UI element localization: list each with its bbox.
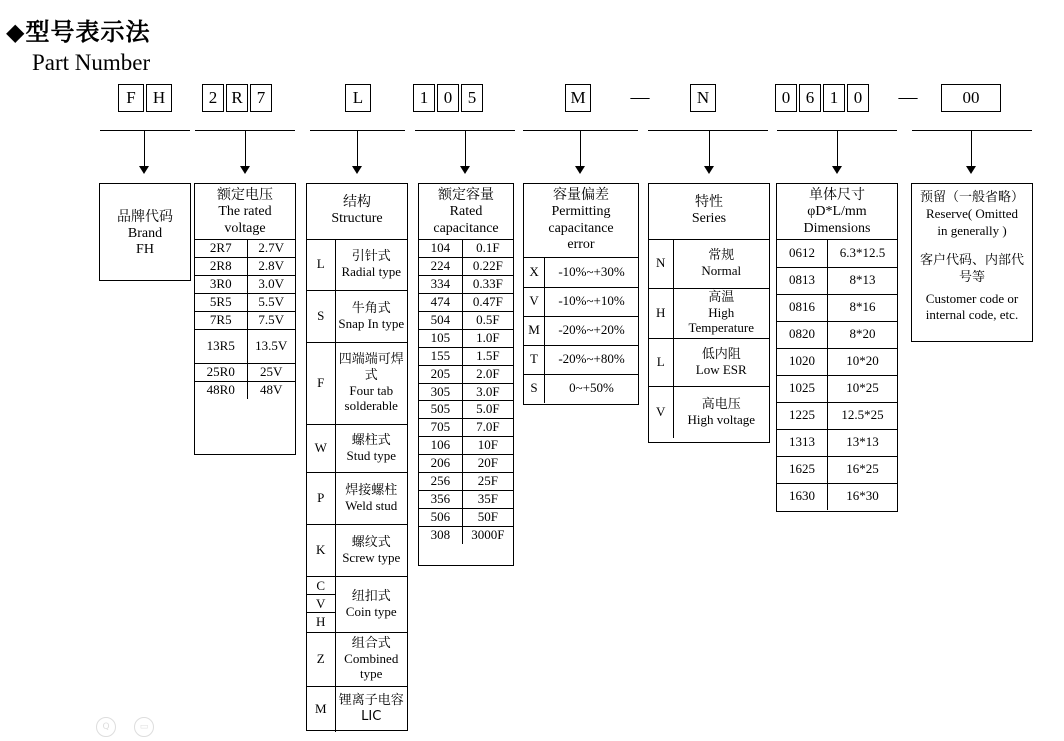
dimension-code: 1225 (777, 402, 827, 429)
structure-label-cn: 锂离子电容LIC (338, 693, 404, 725)
table-row (195, 275, 295, 293)
tolerance-code: V (524, 287, 545, 316)
structure-code: S (307, 290, 335, 342)
voltage-code: 3R0 (195, 275, 247, 293)
tolerance-code: M (524, 316, 545, 345)
capacitance-value: 50F (462, 509, 513, 527)
reserve-title-cn: 预留（一般省略） (919, 190, 1024, 205)
tolerance-code: S (524, 374, 545, 403)
block-structure (306, 183, 408, 731)
capacitance-title-en2: capacitance (433, 220, 499, 236)
capacitance-value: 0.47F (462, 293, 513, 311)
table-row (195, 363, 295, 381)
capacitance-title-en: Rated (449, 203, 483, 219)
capacitance-value: 20F (462, 455, 513, 473)
dimension-code: 1625 (777, 456, 827, 483)
capacitance-code: 106 (419, 437, 462, 455)
connector-vertical-tolerance (580, 130, 581, 168)
capacitance-code: 474 (419, 293, 462, 311)
voltage-value: 5.5V (247, 293, 295, 311)
voltage-value: 3.0V (247, 275, 295, 293)
table-row (419, 473, 513, 491)
series-code: L (649, 338, 673, 386)
structure-label-cn: 牛角式 (351, 300, 391, 316)
voltage-code: 7R5 (195, 311, 247, 329)
tolerance-title-en: Permitting (551, 203, 611, 219)
table-row (419, 293, 513, 311)
capacitance-value: 3000F (462, 527, 513, 544)
voltage-value: 48V (247, 381, 295, 398)
table-row (777, 483, 897, 510)
voltage-code: 13R5 (195, 329, 247, 363)
separator-dash-1: — (630, 87, 650, 108)
connector-arrow-structure (352, 166, 362, 174)
capacitance-value: 5.0F (462, 401, 513, 419)
table-row (419, 240, 513, 257)
tolerance-code: X (524, 258, 545, 287)
series-code: N (649, 240, 673, 288)
voltage-code: 2R7 (195, 240, 247, 257)
table-row (419, 527, 513, 544)
table-row (777, 267, 897, 294)
connector-vertical-capacitance (465, 130, 466, 168)
capacitance-title-cn: 额定容量 (438, 187, 494, 203)
series-code: H (649, 288, 673, 338)
brand-title-en: Brand (127, 226, 163, 241)
dimension-value: 8*16 (827, 294, 897, 321)
dimension-code: 1313 (777, 429, 827, 456)
capacitance-code: 224 (419, 257, 462, 275)
table-row (195, 381, 295, 398)
tolerance-value: 0~+50% (545, 374, 638, 403)
code-box-voltage-2: R (226, 84, 248, 112)
table-row (524, 258, 638, 287)
table-row (777, 375, 897, 402)
page-title-en: Part Number (32, 50, 151, 75)
table-row (777, 348, 897, 375)
capacitance-code: 504 (419, 311, 462, 329)
table-row (307, 632, 407, 686)
table-row (649, 386, 769, 438)
connector-vertical-voltage (245, 130, 246, 168)
capacitance-value: 7.0F (462, 419, 513, 437)
search-icon: Q (96, 717, 116, 737)
table-row (307, 576, 407, 632)
structure-label-cn: 焊接螺柱 (345, 482, 398, 498)
capacitance-code: 104 (419, 240, 462, 257)
structure-label-cn: 四端端可焊式 (338, 352, 404, 384)
dimensions-title-en2: Dimensions (803, 220, 871, 236)
capacitance-code: 505 (419, 401, 462, 419)
structure-code: Z (307, 632, 335, 686)
connector-underline-series (648, 130, 768, 131)
tolerance-code: T (524, 345, 545, 374)
capacitance-value: 1.0F (462, 329, 513, 347)
reserve-body-en: Customer code or internal code, etc. (925, 290, 1019, 322)
table-row (419, 509, 513, 527)
tolerance-value: -10%~+30% (545, 258, 638, 287)
reserve-title-en2: in generally ) (937, 222, 1007, 238)
capacitance-code: 705 (419, 419, 462, 437)
connector-arrow-reserve (966, 166, 976, 174)
connector-arrow-series (704, 166, 714, 174)
table-row (777, 429, 897, 456)
table-row (649, 338, 769, 386)
structure-label-en: Radial type (341, 264, 402, 280)
dimension-code: 1025 (777, 375, 827, 402)
table-row (419, 455, 513, 473)
structure-label (335, 342, 407, 424)
dimension-value: 13*13 (827, 429, 897, 456)
series-label-en: Normal (701, 263, 742, 279)
table-row (307, 424, 407, 472)
brand-title-cn: 品牌代码 (117, 209, 173, 225)
table-row (419, 311, 513, 329)
structure-label-en: Screw type (342, 549, 401, 565)
table-row (649, 288, 769, 338)
capacitance-value: 3.0F (462, 383, 513, 401)
connector-vertical-brand (144, 130, 145, 168)
image-icon: ▭ (134, 717, 154, 737)
table-row (419, 383, 513, 401)
connector-arrow-capacitance (460, 166, 470, 174)
tolerance-value: -20%~+80% (545, 345, 638, 374)
block-rated-capacitance (418, 183, 514, 566)
dimension-code: 0813 (777, 267, 827, 294)
dimension-value: 12.5*25 (827, 402, 897, 429)
page-title-cn: ◆型号表示法 (6, 18, 151, 46)
table-row (649, 240, 769, 288)
code-box-brand-1: F (118, 84, 144, 112)
capacitance-code: 105 (419, 329, 462, 347)
dimension-value: 8*20 (827, 321, 897, 348)
series-label (673, 240, 769, 288)
voltage-value: 13.5V (247, 329, 295, 363)
dimensions-title-en: φD*L/mm (807, 203, 867, 219)
series-label-cn: 低内阻 (701, 346, 741, 362)
structure-label-cn: 纽扣式 (351, 588, 391, 604)
table-row (307, 472, 407, 524)
code-box-tolerance: M (565, 84, 591, 112)
block-rated-voltage (194, 183, 296, 455)
connector-underline-reserve (912, 130, 1032, 131)
table-row (307, 342, 407, 424)
structure-label (335, 290, 407, 342)
table-row (307, 686, 407, 732)
capacitance-value: 35F (462, 491, 513, 509)
voltage-value: 25V (247, 363, 295, 381)
voltage-title-cn: 额定电压 (217, 187, 273, 203)
structure-label-en: Coin type (345, 603, 397, 619)
capacitance-code: 356 (419, 491, 462, 509)
block-brand (99, 183, 191, 281)
table-row (777, 402, 897, 429)
capacitance-value: 0.22F (462, 257, 513, 275)
dimension-value: 10*20 (827, 348, 897, 375)
dimension-value: 10*25 (827, 375, 897, 402)
reserve-title-en: Reserve( Omitted (925, 206, 1019, 222)
structure-code: W (307, 424, 335, 472)
connector-underline-brand (100, 130, 190, 131)
structure-code: F (307, 342, 335, 424)
connector-vertical-reserve (971, 130, 972, 168)
series-label-en: High voltage (687, 411, 755, 427)
dimension-value: 8*13 (827, 267, 897, 294)
structure-title-en: Structure (331, 210, 383, 226)
voltage-code: 25R0 (195, 363, 247, 381)
series-label-cn: 常规 (708, 248, 735, 264)
table-row (777, 240, 897, 267)
block-dimensions (776, 183, 898, 512)
code-box-dimension-3: 1 (823, 84, 845, 112)
structure-title-cn: 结构 (343, 194, 371, 210)
capacitance-value: 25F (462, 473, 513, 491)
series-label (673, 386, 769, 438)
dimension-value: 6.3*12.5 (827, 240, 897, 267)
code-box-dimension-4: 0 (847, 84, 869, 112)
structure-label (335, 686, 407, 732)
voltage-title-en: The rated (218, 203, 272, 219)
table-row (419, 347, 513, 365)
structure-label (335, 240, 407, 290)
table-row (524, 345, 638, 374)
dimension-code: 1630 (777, 483, 827, 510)
code-box-dimension-2: 6 (799, 84, 821, 112)
structure-label (335, 424, 407, 472)
tolerance-title-en2: capacitance (548, 220, 614, 236)
dimensions-title-cn: 单体尺寸 (809, 187, 865, 203)
capacitance-value: 2.0F (462, 365, 513, 383)
dimension-value: 16*25 (827, 456, 897, 483)
table-row (524, 287, 638, 316)
capacitance-code: 305 (419, 383, 462, 401)
structure-label-en: Four tab solderable (344, 383, 398, 413)
capacitance-code: 206 (419, 455, 462, 473)
series-label (673, 288, 769, 338)
structure-label-cn: 引针式 (351, 249, 391, 265)
series-title-en: Series (691, 210, 727, 226)
table-row (195, 293, 295, 311)
dimension-code: 0816 (777, 294, 827, 321)
block-reserve (911, 183, 1033, 342)
voltage-code: 5R5 (195, 293, 247, 311)
series-title-cn: 特性 (695, 194, 723, 210)
structure-label-en: Combined type (344, 651, 399, 681)
voltage-value: 2.8V (247, 257, 295, 275)
dimension-code: 0820 (777, 321, 827, 348)
table-row (419, 365, 513, 383)
structure-code: M (307, 686, 335, 732)
table-row (307, 524, 407, 576)
structure-label-en: Stud type (346, 447, 396, 463)
structure-label (335, 524, 407, 576)
table-row (307, 240, 407, 290)
capacitance-code: 308 (419, 527, 462, 544)
connector-arrow-dimensions (832, 166, 842, 174)
capacitance-code: 334 (419, 275, 462, 293)
capacitance-code: 506 (419, 509, 462, 527)
structure-label (335, 632, 407, 686)
series-code: V (649, 386, 673, 438)
structure-label (335, 576, 407, 632)
structure-code: K (307, 524, 335, 576)
voltage-code: 48R0 (195, 381, 247, 398)
code-box-series: N (690, 84, 716, 112)
voltage-code: 2R8 (195, 257, 247, 275)
code-box-capacitance-3: 5 (461, 84, 483, 112)
dimension-code: 0612 (777, 240, 827, 267)
table-row (195, 240, 295, 257)
capacitance-value: 10F (462, 437, 513, 455)
capacitance-value: 0.1F (462, 240, 513, 257)
code-box-structure: L (345, 84, 371, 112)
tolerance-value: -10%~+10% (545, 287, 638, 316)
code-box-reserve: 00 (941, 84, 1001, 112)
structure-label-cn: 螺纹式 (351, 534, 391, 550)
capacitance-value: 1.5F (462, 347, 513, 365)
watermark-icons (96, 716, 168, 737)
table-row (777, 321, 897, 348)
table-row (307, 290, 407, 342)
part-number-code-row (0, 84, 1064, 116)
code-box-voltage-3: 7 (250, 84, 272, 112)
table-row (195, 257, 295, 275)
capacitance-code: 155 (419, 347, 462, 365)
structure-label-en: Weld stud (345, 497, 398, 513)
table-row (524, 374, 638, 403)
connector-vertical-series (709, 130, 710, 168)
reserve-body-cn: 客户代码、内部代号等 (919, 252, 1024, 285)
voltage-value: 7.5V (247, 311, 295, 329)
dimension-value: 16*30 (827, 483, 897, 510)
voltage-value: 2.7V (247, 240, 295, 257)
code-box-capacitance-1: 1 (413, 84, 435, 112)
brand-code: FH (136, 242, 154, 257)
block-series (648, 183, 770, 443)
voltage-title-en2: voltage (224, 220, 266, 236)
table-row (419, 329, 513, 347)
code-box-voltage-1: 2 (202, 84, 224, 112)
separator-dash-2: — (898, 87, 918, 108)
tolerance-title-en3: error (567, 237, 595, 253)
connector-arrow-brand (139, 166, 149, 174)
code-box-dimension-1: 0 (775, 84, 797, 112)
table-row (777, 294, 897, 321)
tolerance-value: -20%~+20% (545, 316, 638, 345)
capacitance-code: 256 (419, 473, 462, 491)
structure-label-en: Snap In type (338, 315, 405, 331)
connector-arrow-tolerance (575, 166, 585, 174)
structure-code: P (307, 472, 335, 524)
table-row (419, 401, 513, 419)
table-row (195, 311, 295, 329)
structure-label (335, 472, 407, 524)
structure-label-cn: 组合式 (351, 636, 391, 652)
connector-vertical-structure (357, 130, 358, 168)
table-row (419, 437, 513, 455)
structure-code: L (307, 240, 335, 290)
code-box-capacitance-2: 0 (437, 84, 459, 112)
connector-vertical-dimensions (837, 130, 838, 168)
capacitance-code: 205 (419, 365, 462, 383)
series-label-cn: 高电压 (701, 396, 741, 412)
table-row (419, 257, 513, 275)
structure-code-group: C V H (307, 576, 335, 632)
table-row (195, 329, 295, 363)
table-row (524, 316, 638, 345)
table-row (777, 456, 897, 483)
block-capacitance-tolerance (523, 183, 639, 405)
series-label-en: Low ESR (695, 361, 747, 377)
series-label-cn: 高温 (708, 290, 735, 306)
code-box-brand-2: H (146, 84, 172, 112)
series-label (673, 338, 769, 386)
series-label-en: High Temperature (688, 305, 754, 335)
connector-arrow-voltage (240, 166, 250, 174)
table-row (419, 419, 513, 437)
structure-label-cn: 螺柱式 (351, 432, 391, 448)
capacitance-value: 0.5F (462, 311, 513, 329)
table-row (419, 491, 513, 509)
dimension-code: 1020 (777, 348, 827, 375)
table-row (419, 275, 513, 293)
tolerance-title-cn: 容量偏差 (553, 187, 609, 203)
capacitance-value: 0.33F (462, 275, 513, 293)
